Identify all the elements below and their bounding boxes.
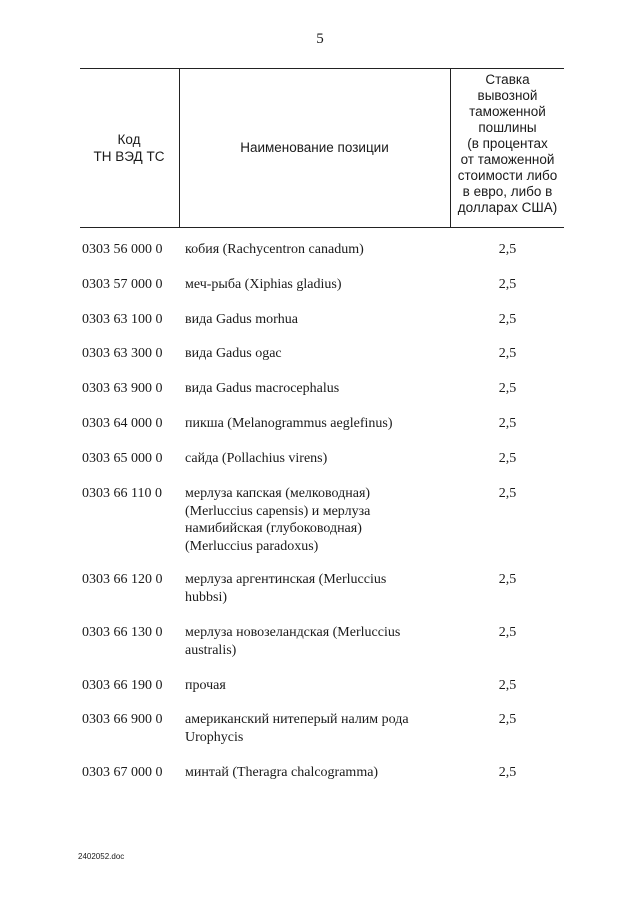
row-name bbox=[185, 571, 425, 606]
row-name-line: американский нитеперый налим рода bbox=[185, 712, 409, 727]
row-code: 0303 66 900 0 bbox=[82, 712, 163, 727]
row-code: 0303 56 000 0 bbox=[82, 242, 163, 257]
page-number: 5 bbox=[316, 31, 324, 47]
row-name-line: australis) bbox=[185, 642, 237, 658]
header-rate-line-4: пошлины bbox=[478, 120, 537, 135]
row-code: 0303 67 000 0 bbox=[82, 765, 163, 780]
row-rate: 2,5 bbox=[498, 451, 517, 466]
row-name bbox=[185, 311, 425, 329]
row-code: 0303 66 120 0 bbox=[82, 572, 163, 587]
header-code-line-2: ТН ВЭД ТС bbox=[93, 148, 165, 164]
row-name-line: (Merluccius capensis) и мерлуза bbox=[185, 503, 371, 519]
row-rate: 2,5 bbox=[498, 346, 517, 361]
row-name-line: вида Gadus macrocephalus bbox=[185, 381, 340, 396]
row-name-line: вида Gadus morhua bbox=[185, 312, 298, 327]
row-name bbox=[185, 711, 425, 746]
row-rate: 2,5 bbox=[498, 765, 517, 780]
row-name bbox=[185, 415, 425, 433]
header-rate-line-9: долларах США) bbox=[457, 200, 558, 215]
row-code: 0303 63 300 0 bbox=[82, 346, 163, 361]
row-code: 0303 64 000 0 bbox=[82, 416, 163, 431]
row-rate: 2,5 bbox=[498, 277, 517, 292]
header-code-cell bbox=[80, 68, 178, 227]
row-name bbox=[185, 241, 425, 259]
header-rate-line-7: стоимости либо bbox=[457, 168, 558, 183]
row-rate: 2,5 bbox=[498, 381, 517, 396]
header-rate-line-2: вывозной bbox=[477, 88, 538, 103]
header-rate-line-5: (в процентах bbox=[467, 136, 548, 151]
row-name-line: минтай (Theragra chalcogramma) bbox=[185, 765, 379, 780]
row-name bbox=[185, 485, 425, 555]
row-name-line: сайда (Pollachius virens) bbox=[185, 451, 328, 466]
row-code: 0303 66 110 0 bbox=[82, 486, 162, 501]
row-code: 0303 66 130 0 bbox=[82, 625, 163, 640]
row-rate: 2,5 bbox=[498, 678, 517, 693]
row-code: 0303 65 000 0 bbox=[82, 451, 163, 466]
row-name-line: меч-рыба (Xiphias gladius) bbox=[185, 277, 342, 292]
header-rate-line-8: в евро, либо в bbox=[462, 184, 553, 199]
header-rate-cell bbox=[451, 68, 564, 227]
row-code: 0303 57 000 0 bbox=[82, 277, 163, 292]
row-name-line: мерлуза капская (мелководная) bbox=[185, 486, 371, 501]
row-rate: 2,5 bbox=[498, 312, 517, 327]
row-name bbox=[185, 677, 425, 695]
header-code-line-1: Код bbox=[117, 131, 141, 147]
row-rate: 2,5 bbox=[498, 625, 517, 640]
row-rate: 2,5 bbox=[498, 712, 517, 727]
header-rate-line-6: от таможенной bbox=[460, 152, 555, 167]
row-name-line: намибийская (глубоководная) bbox=[185, 521, 362, 536]
row-code: 0303 63 100 0 bbox=[82, 312, 163, 327]
row-rate: 2,5 bbox=[498, 416, 517, 431]
row-name-line: (Merluccius paradoxus) bbox=[185, 538, 319, 554]
header-rate-line-1: Ставка bbox=[485, 72, 530, 87]
row-name-line: вида Gadus ogac bbox=[185, 346, 282, 361]
row-name-line: Urophycis bbox=[185, 729, 244, 745]
header-name-label: Наименование позиции bbox=[240, 140, 389, 155]
row-rate: 2,5 bbox=[498, 572, 517, 587]
row-name bbox=[185, 764, 425, 782]
row-name-line: прочая bbox=[185, 678, 226, 693]
row-code: 0303 63 900 0 bbox=[82, 381, 163, 396]
row-name bbox=[185, 276, 425, 294]
row-name bbox=[185, 624, 425, 659]
document-filename: 2402052.doc bbox=[78, 852, 125, 861]
header-rate-line-3: таможенной bbox=[469, 104, 546, 119]
row-rate: 2,5 bbox=[498, 486, 517, 501]
row-name-line: мерлуза аргентинская (Merluccius bbox=[185, 572, 387, 587]
row-name-line: hubbsi) bbox=[185, 589, 227, 605]
row-rate: 2,5 bbox=[498, 242, 517, 257]
row-code: 0303 66 190 0 bbox=[82, 678, 163, 693]
row-name-line: мерлуза новозеландская (Merluccius bbox=[185, 625, 401, 640]
header-name-cell bbox=[180, 68, 449, 227]
row-name bbox=[185, 450, 425, 468]
row-name bbox=[185, 380, 425, 398]
row-name bbox=[185, 345, 425, 363]
row-name-line: кобия (Rachycentron canadum) bbox=[185, 242, 364, 257]
row-name-line: пикша (Melanogrammus aeglefinus) bbox=[185, 416, 393, 431]
header-bottom-rule bbox=[80, 227, 564, 228]
